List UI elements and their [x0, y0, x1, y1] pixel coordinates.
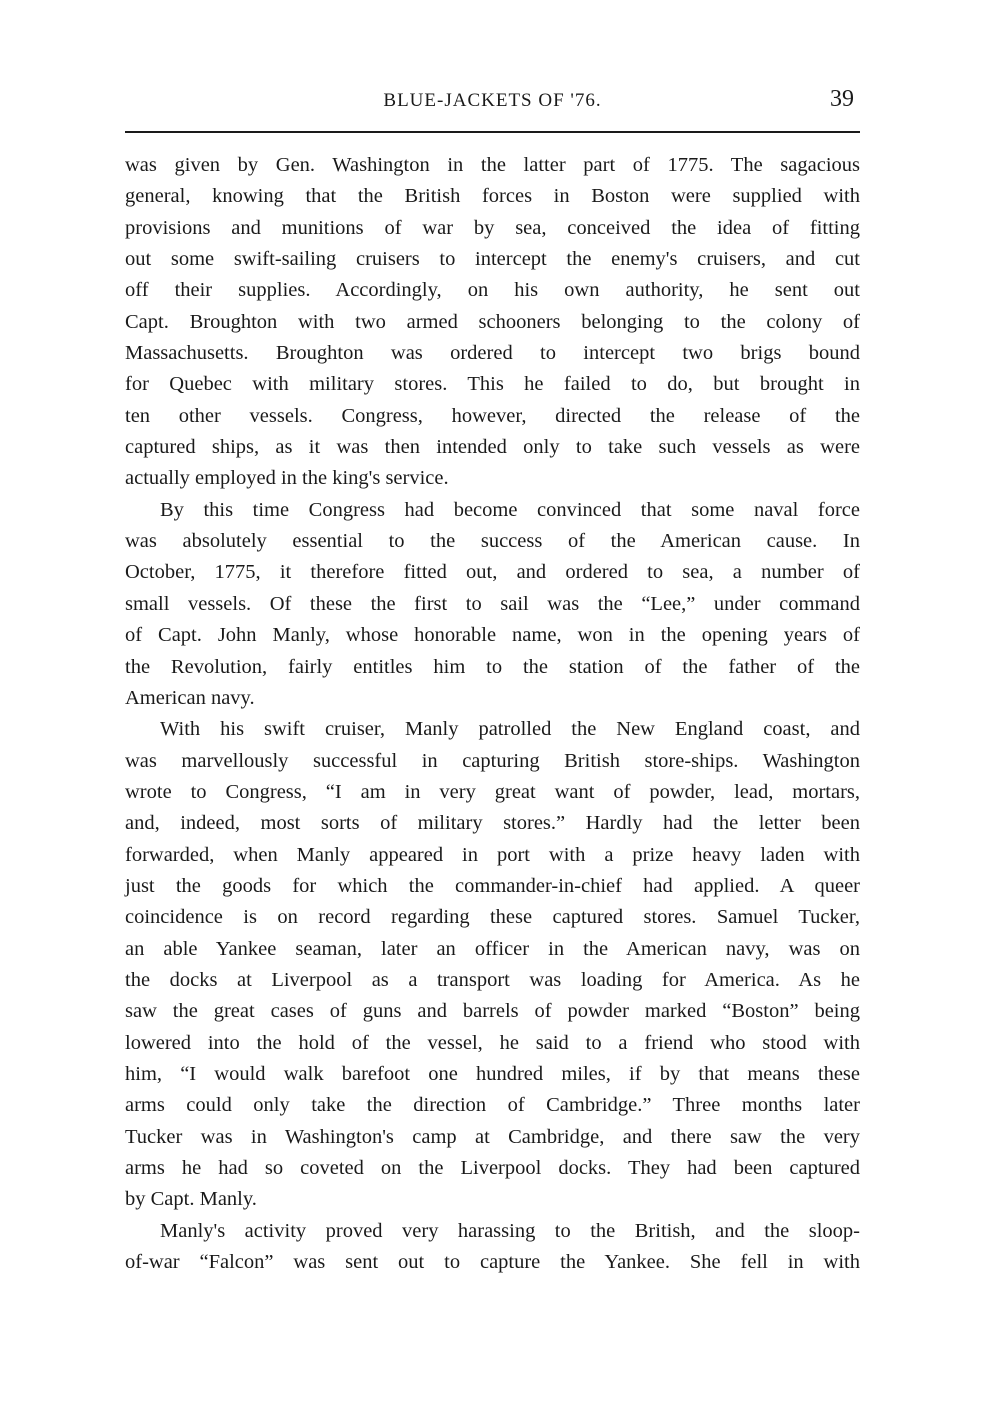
text-line: general, knowing that the British forces in Boston were supplied with: [125, 185, 860, 208]
text-line: Manly's activity proved very harassing to the British, and the sloop-: [160, 1219, 860, 1242]
text-line: an able Yankee seaman, later an officer in the American navy, was on: [125, 937, 860, 960]
text-line: and, indeed, most sorts of military stores.” Hardly had the letter been: [125, 812, 860, 835]
running-head: [125, 86, 860, 120]
text-line: American navy.: [125, 686, 255, 709]
running-title: BLUE-JACKETS OF '76.: [383, 90, 602, 111]
text-line: arms could only take the direction of Cambridge.” Three months later: [125, 1094, 860, 1117]
text-line: for Quebec with military stores. This he failed to do, but brought in: [125, 373, 860, 396]
text-line: forwarded, when Manly appeared in port with a prize heavy laden with: [125, 843, 860, 866]
text-line: was given by Gen. Washington in the latter part of 1775. The sagacious: [125, 154, 860, 176]
header-rule: [125, 131, 860, 133]
text-line: the Revolution, fairly entitles him to the station of the father of the: [125, 655, 860, 678]
text-line: Tucker was in Washington's camp at Cambridge, and there saw the very: [125, 1125, 860, 1148]
text-line: wrote to Congress, “I am in very great want of powder, lead, mortars,: [125, 780, 860, 803]
text-line: out some swift-sailing cruisers to intercept the enemy's cruisers, and cut: [125, 248, 860, 271]
text-line: just the goods for which the commander-in-chief had applied. A queer: [125, 874, 860, 897]
text-line: actually employed in the king's service.: [125, 467, 449, 490]
text-line: October, 1775, it therefore fitted out, and ordered to sea, a number of: [125, 561, 860, 584]
text-line: coincidence is on record regarding these captured stores. Samuel Tucker,: [125, 906, 860, 929]
text-line: was marvellously successful in capturing British store-ships. Washington: [125, 749, 860, 772]
text-line: lowered into the hold of the vessel, he said to a friend who stood with: [125, 1031, 860, 1054]
text-line: captured ships, as it was then intended only to take such vessels as were: [125, 436, 860, 459]
body-text: [125, 150, 860, 1278]
text-line: Massachusetts. Broughton was ordered to intercept two brigs bound: [125, 342, 860, 365]
text-line: the docks at Liverpool as a transport was loading for America. As he: [125, 968, 860, 991]
text-line: By this time Congress had become convinced that some naval force: [160, 498, 860, 521]
text-line: of-war “Falcon” was sent out to capture the Yankee. She fell in with: [125, 1251, 860, 1274]
text-line: Capt. Broughton with two armed schooners belonging to the colony of: [125, 310, 860, 333]
text-line: ten other vessels. Congress, however, directed the release of the: [125, 404, 860, 427]
text-line: provisions and munitions of war by sea, conceived the idea of fitting: [125, 216, 860, 239]
page-number: 39: [830, 86, 854, 112]
text-line: saw the great cases of guns and barrels of powder marked “Boston” being: [125, 1000, 860, 1023]
text-line: by Capt. Manly.: [125, 1188, 257, 1211]
text-line: off their supplies. Accordingly, on his own authority, he sent out: [125, 279, 860, 302]
text-line: small vessels. Of these the first to sail was the “Lee,” under command: [125, 592, 860, 615]
text-line: arms he had so coveted on the Liverpool docks. They had been captured: [125, 1157, 860, 1179]
text-line: was absolutely essential to the success of the American cause. In: [125, 530, 860, 553]
text-line: With his swift cruiser, Manly patrolled the New England coast, and: [160, 718, 860, 741]
text-line: of Capt. John Manly, whose honorable name, won in the opening years of: [125, 624, 860, 647]
text-line: him, “I would walk barefoot one hundred miles, if by that means these: [125, 1062, 860, 1085]
